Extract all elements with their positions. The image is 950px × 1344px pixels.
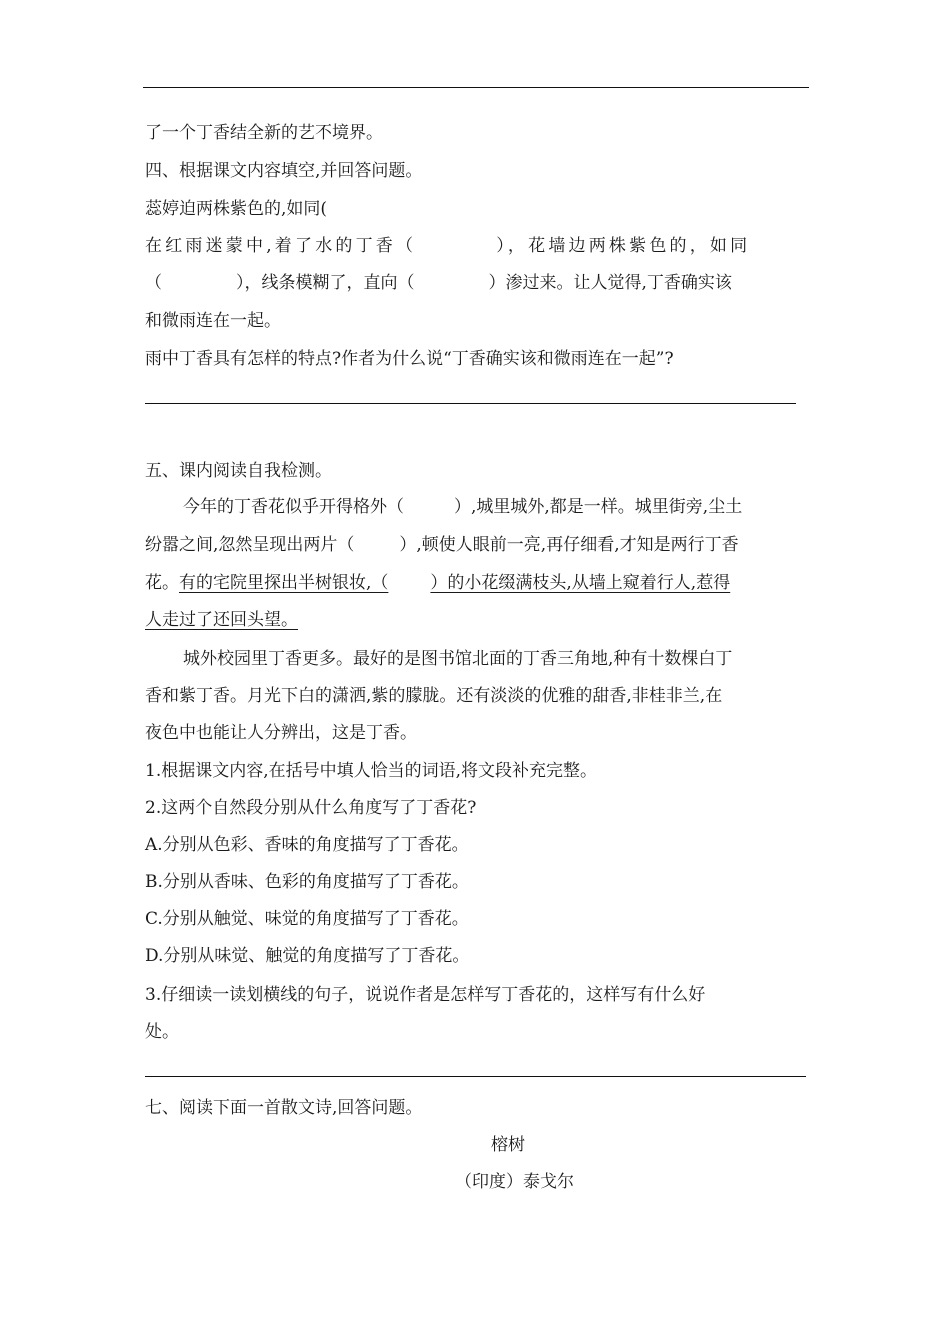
question-1: 1.根据课文内容,在括号中填人恰当的词语,将文段补充完整。: [145, 761, 598, 781]
poem-author: （印度）泰戈尔: [455, 1172, 574, 1192]
answer-rule: [145, 1076, 806, 1077]
passage-line: 夜色中也能让人分辨出，这是丁香。: [145, 723, 417, 743]
text-segment: 纷嚣之间,忽然呈现出两片（: [145, 535, 355, 555]
passage-line: 香和紫丁香。月光下白的潇洒,紫的朦胧。还有淡淡的优雅的甜香,非桂非兰,在: [145, 686, 723, 706]
passage-line: 城外校园里丁香更多。最好的是图书馆北面的丁香三角地,种有十数棵白丁: [183, 649, 733, 669]
text-line: 了一个丁香结全新的艺不境界。: [145, 123, 383, 143]
question-text: 雨中丁香具有怎样的特点?作者为什么说“丁香确实该和微雨连在一起”?: [145, 349, 674, 369]
text-segment: ）的小花缀满枝头,从墙上窥着行人,惹得: [430, 573, 731, 593]
text-segment: 花。: [145, 573, 179, 593]
answer-rule: [145, 403, 796, 404]
option-c: C.分别从触觉、味觉的角度描写了丁香花。: [145, 909, 469, 929]
text-line: 和微雨连在一起。: [145, 311, 281, 331]
section-5-title: 五、课内阅读自我检测。: [145, 461, 332, 481]
text-segment: （: [145, 273, 162, 293]
passage-line: [145, 571, 730, 595]
text-segment: ）渗过来。让人觉得,丁香确实该: [488, 273, 732, 293]
text-segment: 在红雨迷蒙中,着了水的丁香（: [145, 236, 417, 256]
option-b: B.分别从香味、色彩的角度描写了丁香花。: [145, 872, 469, 892]
question-2: 2.这两个自然段分别从什么角度写了丁香花?: [145, 798, 477, 818]
section-7-title: 七、阅读下面一首散文诗,回答问题。: [145, 1098, 423, 1118]
option-a: A.分别从色彩、香味的角度描写了丁香花。: [145, 835, 469, 855]
question-3: 3.仔细读一读划横线的句子，说说作者是怎样写丁香花的，这样写有什么好: [145, 985, 706, 1005]
fill-blank-line: [145, 271, 732, 295]
text-segment: ），花墙边两株紫色的，如同: [496, 236, 751, 256]
text-segment: 今年的丁香花似乎开得格外（: [183, 497, 404, 517]
poem-title: 榕树: [491, 1135, 525, 1155]
option-d: D.分别从味觉、触觉的角度描写了丁香花。: [145, 946, 470, 966]
underlined-sentence: [179, 573, 730, 593]
text-segment: 有的宅院里探出半树银妆,（: [179, 573, 389, 593]
top-rule: [143, 87, 809, 88]
text-segment: ）,城里城外,都是一样。城里街旁,尘土: [454, 497, 743, 517]
text-line: 蕊婷迫两株紫色的,如同(: [145, 199, 328, 219]
section-4-title: 四、根据课文内容填空,并回答问题。: [145, 161, 423, 181]
underlined-sentence: 人走过了还回头望。: [145, 610, 298, 630]
question-3-cont: 处。: [145, 1022, 179, 1042]
text-segment: ），线条模糊了，直向（: [236, 273, 415, 293]
fill-blank-line: [145, 234, 750, 258]
passage-line: [145, 533, 739, 557]
passage-line: [183, 495, 742, 519]
text-segment: ）,顿使人眼前一亮,再仔细看,才知是两行丁香: [399, 535, 739, 555]
